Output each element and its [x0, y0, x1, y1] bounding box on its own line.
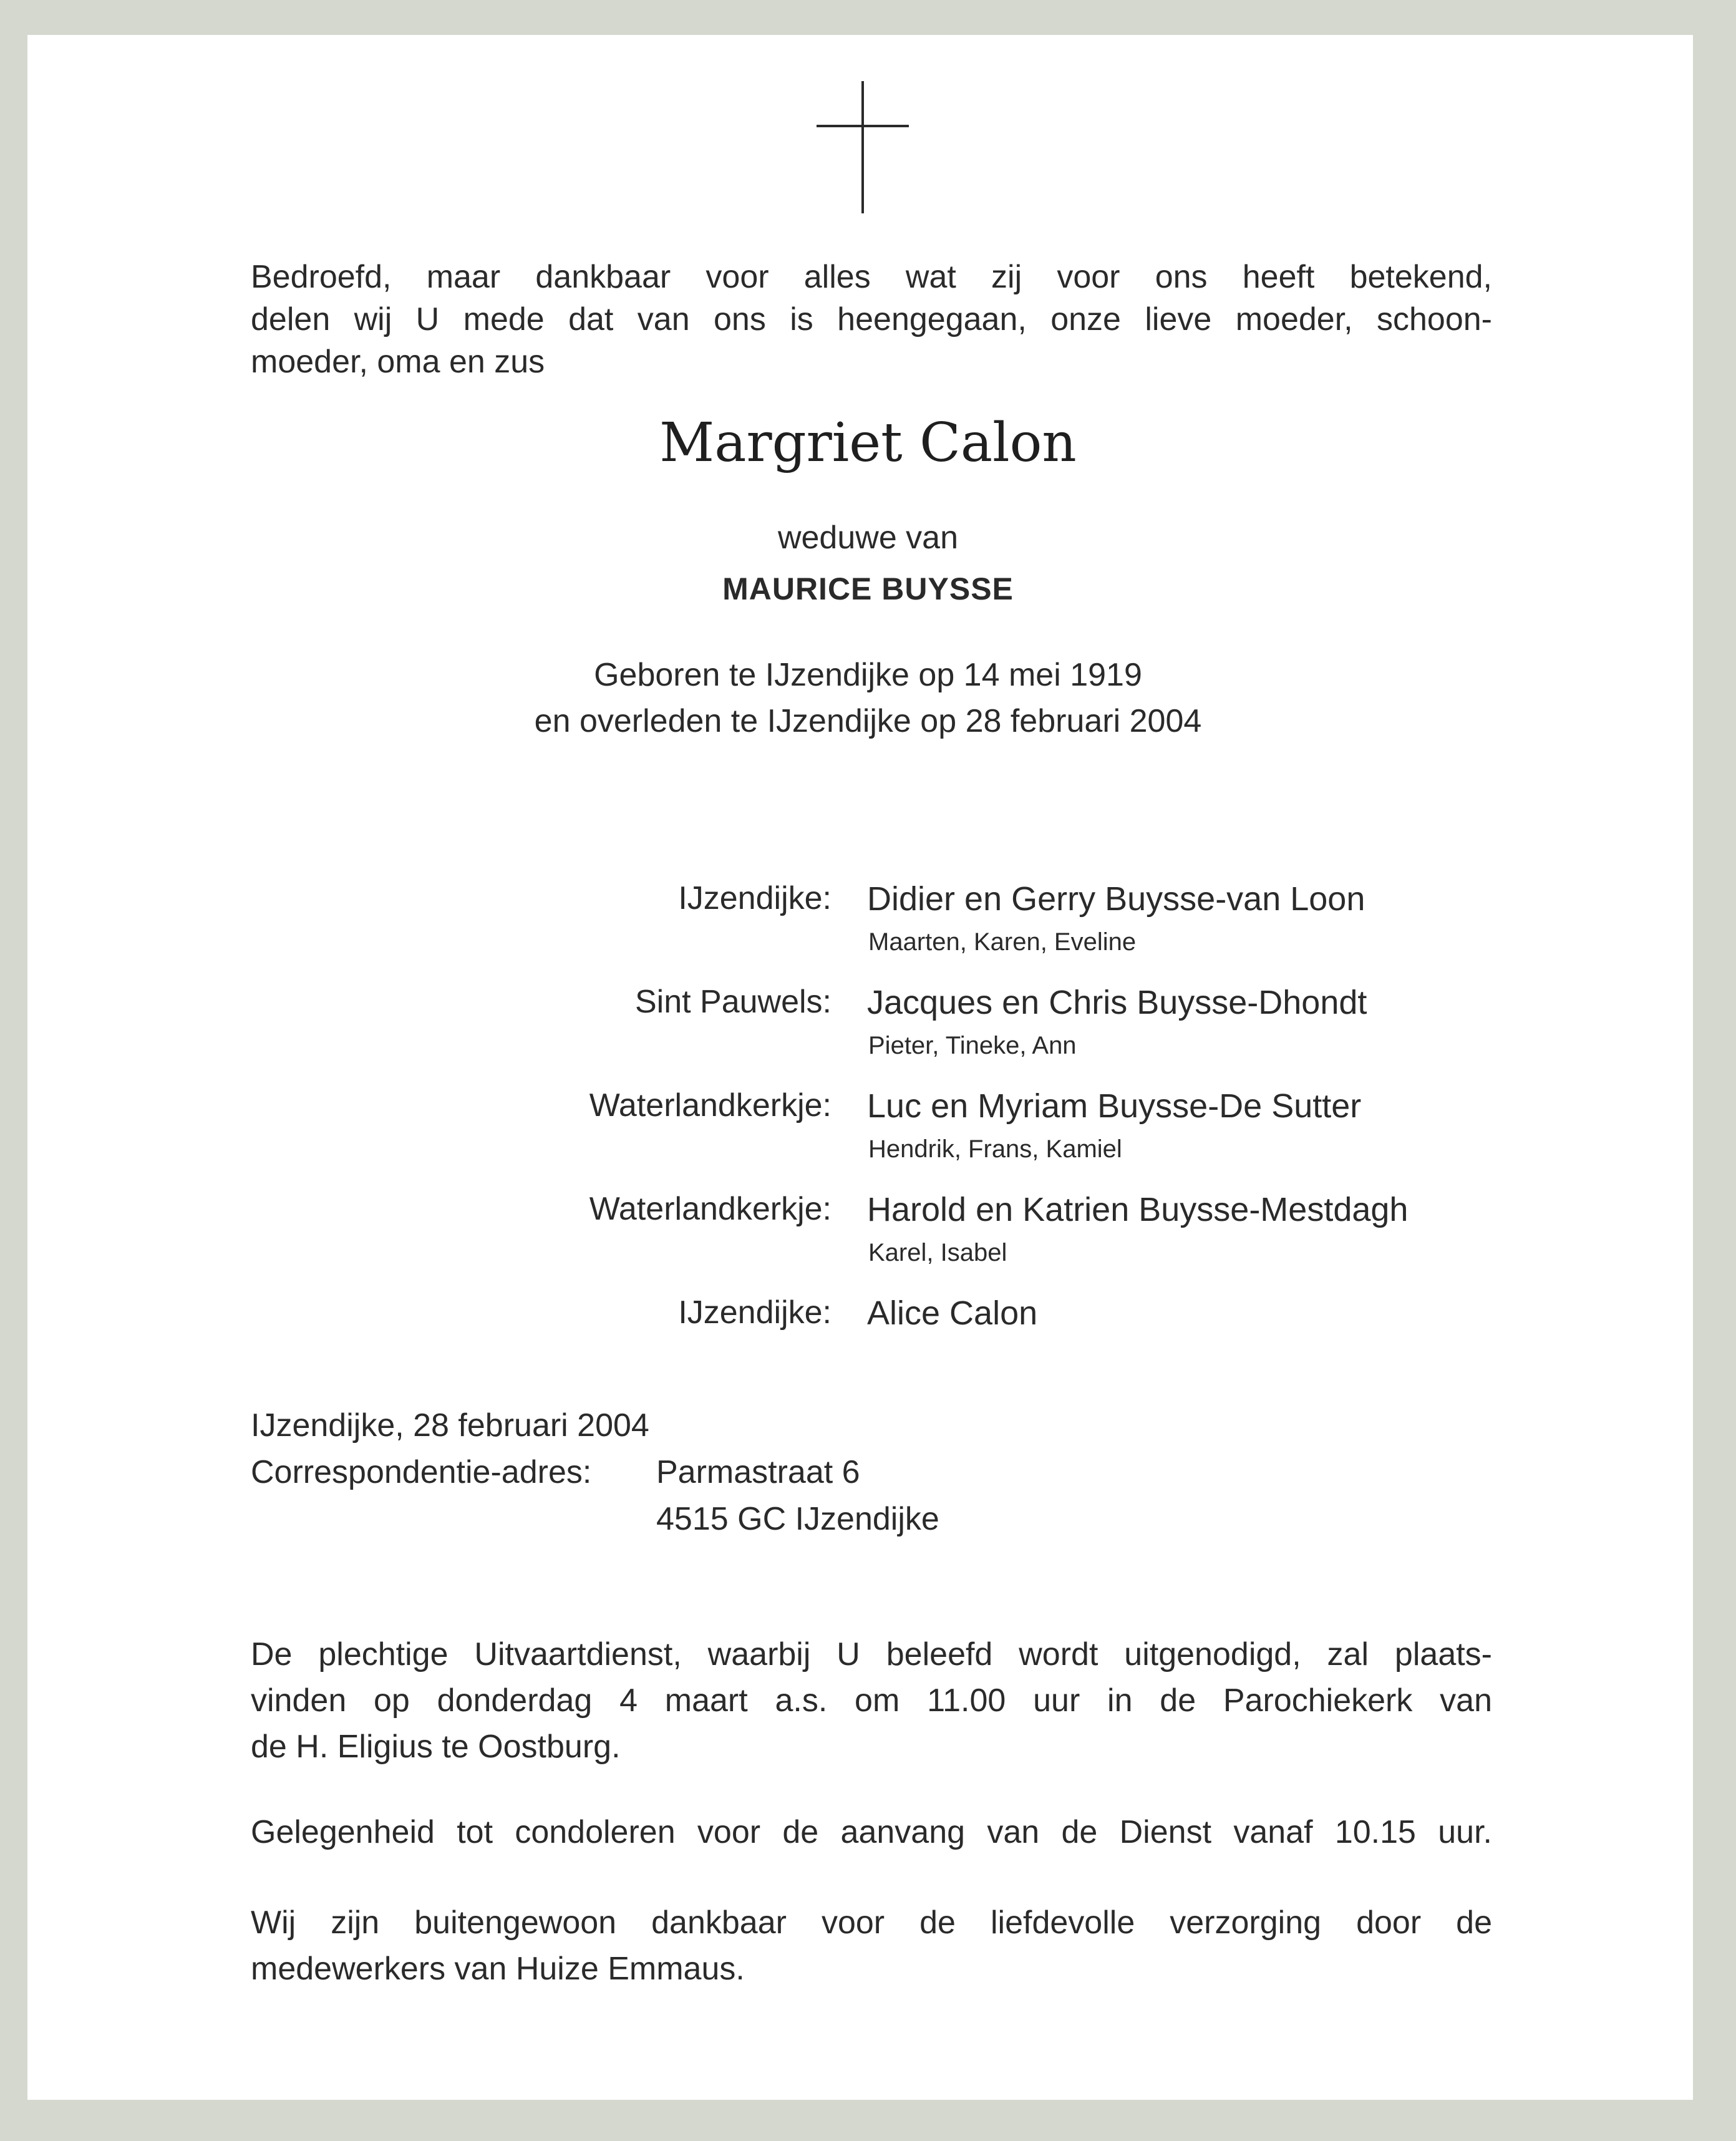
funeral-line: vinden op donderdag 4 maart a.s. om 11.00 uur in de Parochiekerk van: [251, 1682, 1492, 1719]
thanks-line: medewerkers van Huize Emmaus.: [251, 1951, 745, 1987]
family-place: Waterlandkerkje:: [589, 1191, 832, 1227]
family-children: Pieter, Tineke, Ann: [868, 1032, 1077, 1059]
condolence-line: Gelegenheid tot condoleren voor de aanvang van de Dienst vanaf 10.15 uur.: [251, 1814, 1492, 1850]
died-line: en overleden te IJzendijke op 28 februari 2004: [534, 703, 1202, 739]
family-place: Waterlandkerkje:: [589, 1087, 832, 1124]
funeral-line: De plechtige Uitvaartdienst, waarbij U beleefd wordt uitgenodigd, zal plaats-: [251, 1636, 1492, 1673]
family-names: Alice Calon: [867, 1294, 1038, 1332]
dateline: IJzendijke, 28 februari 2004: [251, 1407, 649, 1444]
family-children: Maarten, Karen, Eveline: [868, 928, 1137, 956]
family-children: Karel, Isabel: [868, 1239, 1007, 1266]
family-list: [0, 880, 1736, 1397]
born-line: Geboren te IJzendijke op 14 mei 1919: [594, 657, 1142, 693]
intro-line: moeder, oma en zus: [251, 344, 545, 380]
family-row: [0, 880, 1736, 983]
family-children: Hendrik, Frans, Kamiel: [868, 1135, 1122, 1163]
family-row: [0, 983, 1736, 1087]
family-place: IJzendijke:: [678, 1294, 832, 1331]
correspondence-city: 4515 GC IJzendijke: [656, 1501, 939, 1537]
family-row: [0, 1294, 1736, 1397]
intro-text: [251, 256, 1492, 383]
condolence-paragraph: [251, 1809, 1492, 1855]
intro-line: delen wij U mede dat van ons is heengegaan, onze lieve moeder, schoon-: [251, 301, 1492, 337]
family-place: Sint Pauwels:: [634, 984, 832, 1020]
husband-name: MAURICE BUYSSE: [722, 571, 1014, 606]
intro-line: Bedroefd, maar dankbaar voor alles wat zij voor ons heeft betekend,: [251, 259, 1492, 295]
thanks-paragraph: [251, 1900, 1492, 1992]
family-names: Jacques en Chris Buysse-Dhondt: [867, 984, 1367, 1021]
funeral-paragraph: [251, 1631, 1492, 1770]
deceased-name: Margriet Calon: [659, 412, 1077, 474]
family-place: IJzendijke:: [678, 880, 832, 916]
widow-of-label: weduwe van: [777, 520, 959, 556]
correspondence-label: Correspondentie-adres:: [251, 1454, 592, 1490]
family-names: Didier en Gerry Buysse-van Loon: [867, 880, 1365, 918]
thanks-line: Wij zijn buitengewoon dankbaar voor de liefdevolle verzorging door de: [251, 1905, 1492, 1941]
family-row: [0, 1190, 1736, 1294]
family-names: Luc en Myriam Buysse-De Sutter: [867, 1087, 1362, 1125]
family-names: Harold en Katrien Buysse-Mestdagh: [867, 1191, 1409, 1228]
funeral-line: de H. Eligius te Oostburg.: [251, 1729, 621, 1765]
correspondence-street: Parmastraat 6: [656, 1454, 860, 1490]
cross-icon: [817, 81, 909, 213]
family-row: [0, 1087, 1736, 1190]
